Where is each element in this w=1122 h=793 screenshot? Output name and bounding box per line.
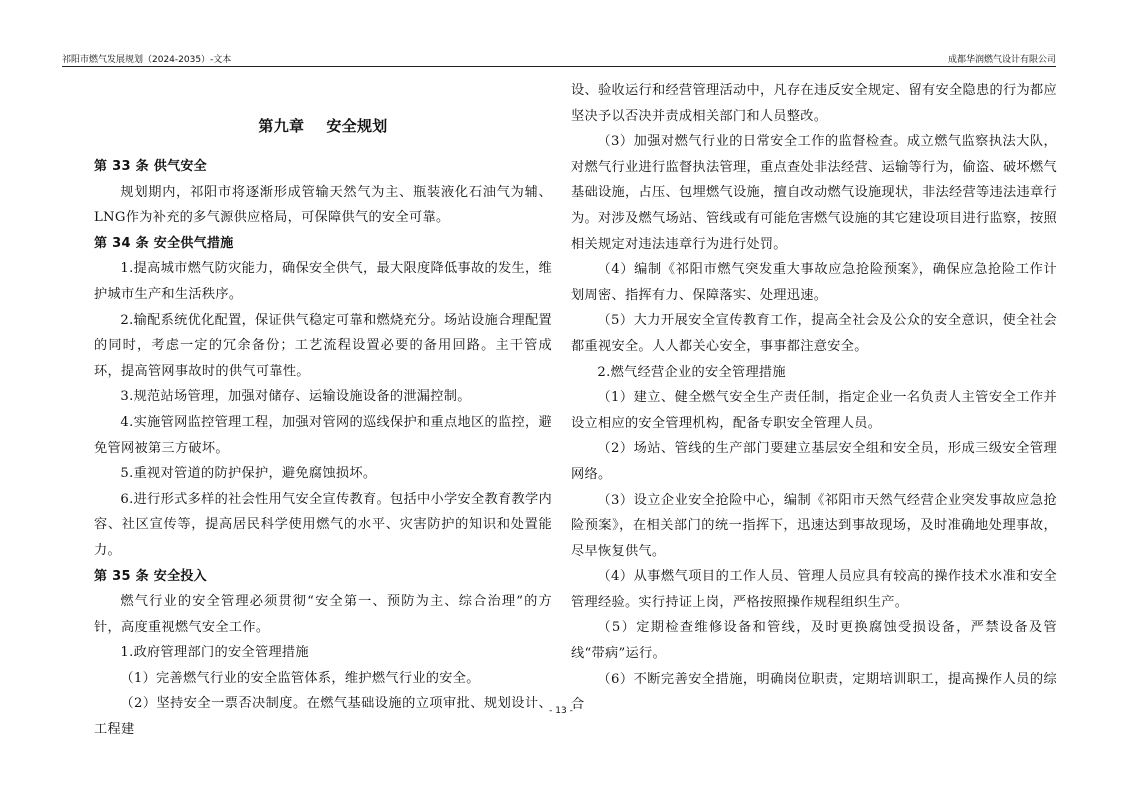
- right-column: [571, 78, 1057, 718]
- paragraph: （4）编制《祁阳市燃气突发重大事故应急抢险预案》，确保应急抢险工作计划周密、指挥有力、保障落实、处理迅速。: [571, 262, 1057, 303]
- paragraph: 6.进行形式多样的社会性用气安全宣传教育。包括中小学安全教育教学内容、社区宣传等，提高居民科学使用燃气的水平、灾害防护的知识和处置能力。: [94, 491, 552, 558]
- paragraph: 3.规范站场管理，加强对储存、运输设施设备的泄漏控制。: [120, 389, 471, 405]
- paragraph: 4.实施管网监控管理工程，加强对管网的巡线保护和重点地区的监控，避免管网被第三方破坏。: [94, 414, 552, 456]
- article-34-title: 第 34 条 安全供气措施: [94, 235, 234, 251]
- paragraph: （3）加强对燃气行业的日常安全工作的监督检查。成立燃气监察执法大队，对燃气行业进行监督执法管理，重点查处非法经营、运输等行为，偷盗、破坏燃气基础设施，占压、包埋燃气设施，擅自改动燃气设施现状，非法经营等违法违章行为。对涉及燃气场站、管线或有可能危害燃气设施的其它建设项目进行监察，按照相关规定对违法违章行为进行处罚。: [571, 134, 1057, 252]
- paragraph: 2.输配系统优化配置，保证供气稳定可靠和燃烧充分。场站设施合理配置的同时，考虑一定的冗余备份；工艺流程设置必要的备用回路。主干管成环，提高管网事故时的供气可靠性。: [94, 312, 552, 379]
- left-column: [94, 78, 552, 743]
- paragraph: （5）定期检查维修设备和管线，及时更换腐蚀受损设备，严禁设备及管线“带病”运行。: [571, 620, 1057, 662]
- paragraph: （3）设立企业安全抢险中心，编制《祁阳市天然气经营企业突发事故应急抢险预案》，在相关部门的统一指挥下，迅速达到事故现场，及时准确地处理事故，尽早恢复供气。: [571, 492, 1057, 559]
- paragraph: （1）完善燃气行业的安全监管体系，维护燃气行业的安全。: [120, 670, 480, 686]
- paragraph: 设、验收运行和经营管理活动中，凡存在违反安全规定、留有安全隐患的行为都应坚决予以否决并责成相关部门和人员整改。: [571, 83, 1057, 124]
- paragraph: （2）坚持安全一票否决制度。在燃气基础设施的立项审批、规划设计、工程建: [94, 696, 552, 738]
- article-33-title: 第 33 条 供气安全: [94, 159, 207, 174]
- paragraph: 1.提高城市燃气防灾能力，确保安全供气，最大限度降低事故的发生，维护城市生产和生活秩序。: [94, 261, 552, 302]
- paragraph: 燃气行业的安全管理必须贯彻“安全第一、预防为主、综合治理”的方针，高度重视燃气安全工作。: [94, 594, 552, 635]
- paragraph: （5）大力开展安全宣传教育工作，提高全社会及公众的安全意识，使全社会都重视安全。人人都关心安全，事事都注意安全。: [571, 313, 1057, 354]
- paragraph: （4）从事燃气项目的工作人员、管理人员应具有较高的操作技术水准和安全管理经验。实行持证上岗，严格按照操作规程组织生产。: [571, 569, 1057, 610]
- paragraph: 2.燃气经营企业的安全管理措施: [597, 364, 786, 380]
- header-company-name: 成都华润燃气设计有限公司: [947, 55, 1056, 65]
- paragraph: （1）建立、健全燃气安全生产责任制，指定企业一名负责人主管安全工作并设立相应的安全管理机构，配备专职安全管理人员。: [571, 390, 1057, 431]
- header-rule: [62, 66, 1056, 67]
- paragraph: 5.重视对管道的防护保护，避免腐蚀损坏。: [120, 466, 377, 482]
- paragraph: 1.政府管理部门的安全管理措施: [120, 645, 309, 661]
- paragraph: （2）场站、管线的生产部门要建立基层安全组和安全员，形成三级安全管理网络。: [571, 441, 1057, 482]
- page-number: - 13 -: [549, 706, 573, 716]
- paragraph: （6）不断完善安全措施，明确岗位职责，定期培训职工，提高操作人员的综合: [571, 671, 1057, 713]
- chapter-title: 第九章 安全规划: [258, 117, 388, 135]
- paragraph: 规划期内，祁阳市将逐渐形成管输天然气为主、瓶装液化石油气为辅、LNG作为补充的多气源供应格局，可保障供气的安全可靠。: [94, 184, 552, 226]
- article-35-title: 第 35 条 安全投入: [94, 568, 207, 584]
- header-document-title: 祁阳市燃气发展规划（2024-2035）-文本: [62, 55, 232, 65]
